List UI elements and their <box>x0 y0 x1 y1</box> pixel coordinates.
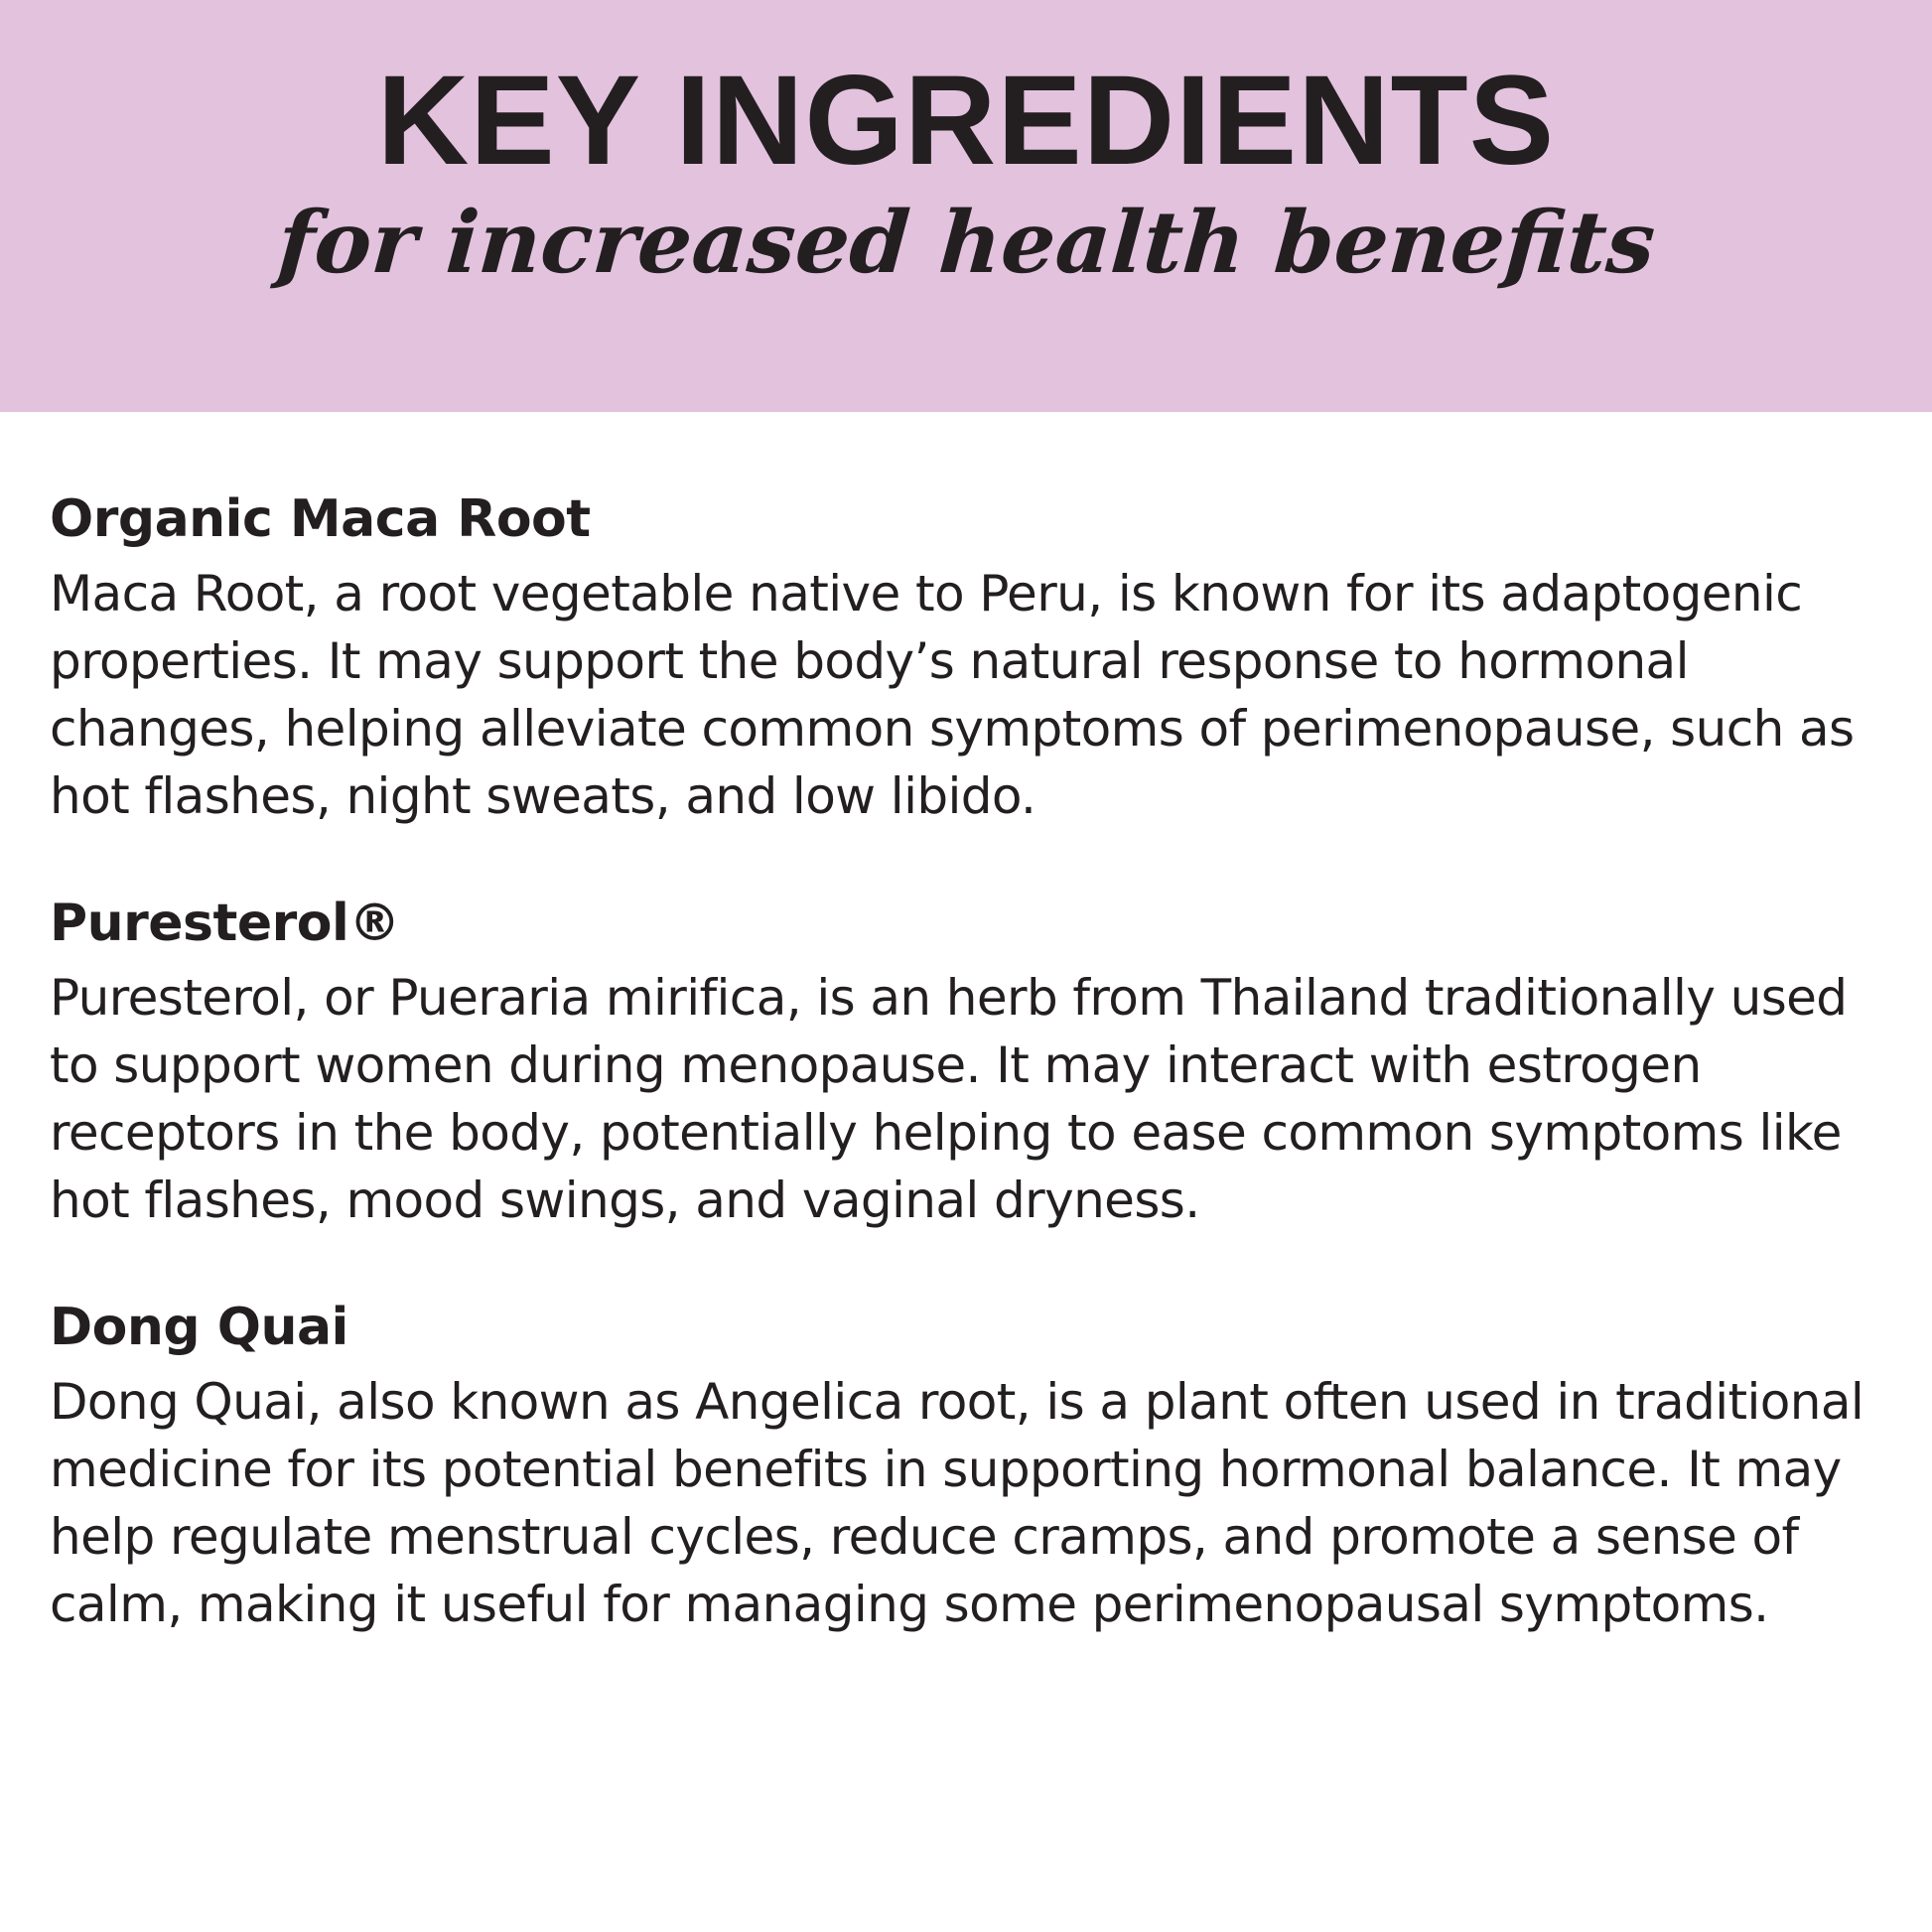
page-subtitle: for increased health benefits <box>274 193 1658 293</box>
ingredient-name: Organic Maca Root <box>50 489 591 549</box>
ingredient-name: Dong Quai <box>50 1298 348 1357</box>
ingredient-name: Puresterol® <box>50 894 400 953</box>
page-title: KEY INGREDIENTS <box>376 50 1556 192</box>
ingredient-description: Maca Root, a root vegetable native to Peru, is known for its adaptogenic properties. It may support the body’s natural response to hormonal changes, helping alleviate common symptoms of perimenopause, such as hot flashes, night sweats, and low libido. <box>50 565 1855 825</box>
ingredient-item <box>50 1296 1882 1638</box>
ingredients-list <box>0 412 1932 1638</box>
ingredient-description: Dong Quai, also known as Angelica root, is a plant often used in traditional medicine for its potential benefits in supporting hormonal balance. It may help regulate menstrual cycles, reduce cramps, and promote a sense of calm, making it useful for managing some perimenopausal symptoms. <box>50 1373 1864 1633</box>
ingredient-description: Puresterol, or Pueraria mirifica, is an herb from Thailand traditionally used to support women during menopause. It may interact with estrogen receptors in the body, potentially helping to ease common symptoms like hot flashes, mood swings, and vaginal dryness. <box>50 969 1848 1229</box>
header-band <box>0 0 1932 412</box>
ingredient-item <box>50 487 1882 830</box>
ingredient-item <box>50 892 1882 1234</box>
